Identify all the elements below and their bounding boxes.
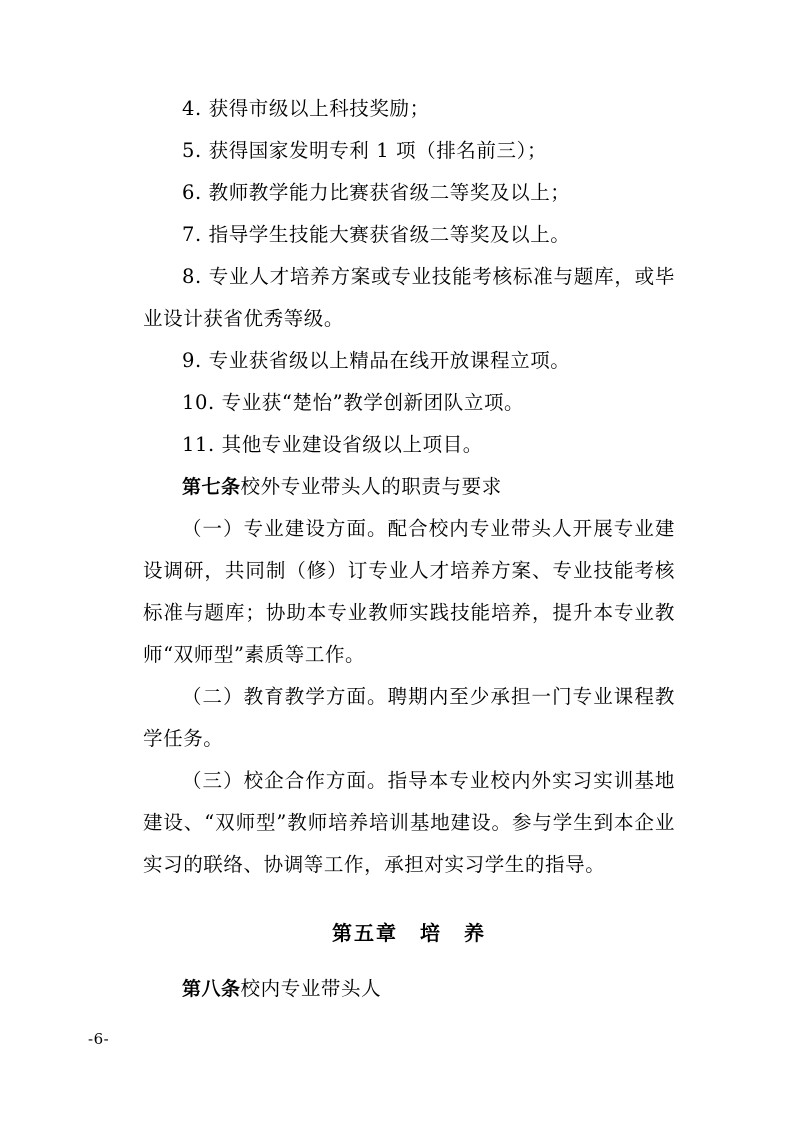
- chapter-heading: 第五章 培 养: [332, 921, 486, 945]
- paragraph: （三）校企合作方面。指导本专业校内外实习实训基地建设、“双师型”教师培养培训基地建设。参与学生到本企业实习的联络、协调等工作，承担对实习学生的指导。: [143, 769, 675, 876]
- document-body: [143, 88, 675, 1010]
- list-item: 10. 专业获“楚怡”教学创新团队立项。: [182, 391, 525, 414]
- list-item: 9. 专业获省级以上精品在线开放课程立项。: [182, 349, 571, 372]
- paragraph: （一）专业建设方面。配合校内专业带头人开展专业建设调研，共同制（修）订专业人才培养方案、专业技能考核标准与题库；协助本专业教师实践技能培养，提升本专业教师“双师型”素质等工作。: [143, 517, 675, 666]
- list-item: 5. 获得国家发明专利 1 项（排名前三）；: [182, 139, 548, 162]
- spacer: [143, 886, 675, 912]
- article-title: 校内专业带头人: [240, 977, 382, 1000]
- spacer: [143, 954, 675, 968]
- article-label: 第七条: [182, 476, 241, 498]
- page-number: -6-: [88, 1030, 110, 1048]
- list-item: 4. 获得市级以上科技奖励；: [182, 97, 430, 120]
- paragraph: （二）教育教学方面。聘期内至少承担一门专业课程教学任务。: [143, 685, 675, 750]
- article-label: 第八条: [182, 978, 241, 1000]
- article-heading-7: [143, 466, 675, 508]
- article-title: 校外专业带头人的职责与要求: [240, 475, 502, 498]
- list-item: 8. 专业人才培养方案或专业技能考核标准与题库，或毕业设计获省优秀等级。: [143, 265, 675, 330]
- list-item: 11. 其他专业建设省级以上项目。: [182, 433, 483, 456]
- list-item: 7. 指导学生技能大赛获省级二等奖及以上。: [182, 223, 571, 246]
- article-heading-8: [143, 968, 675, 1010]
- list-item: 6. 教师教学能力比赛获省级二等奖及以上；: [182, 181, 571, 204]
